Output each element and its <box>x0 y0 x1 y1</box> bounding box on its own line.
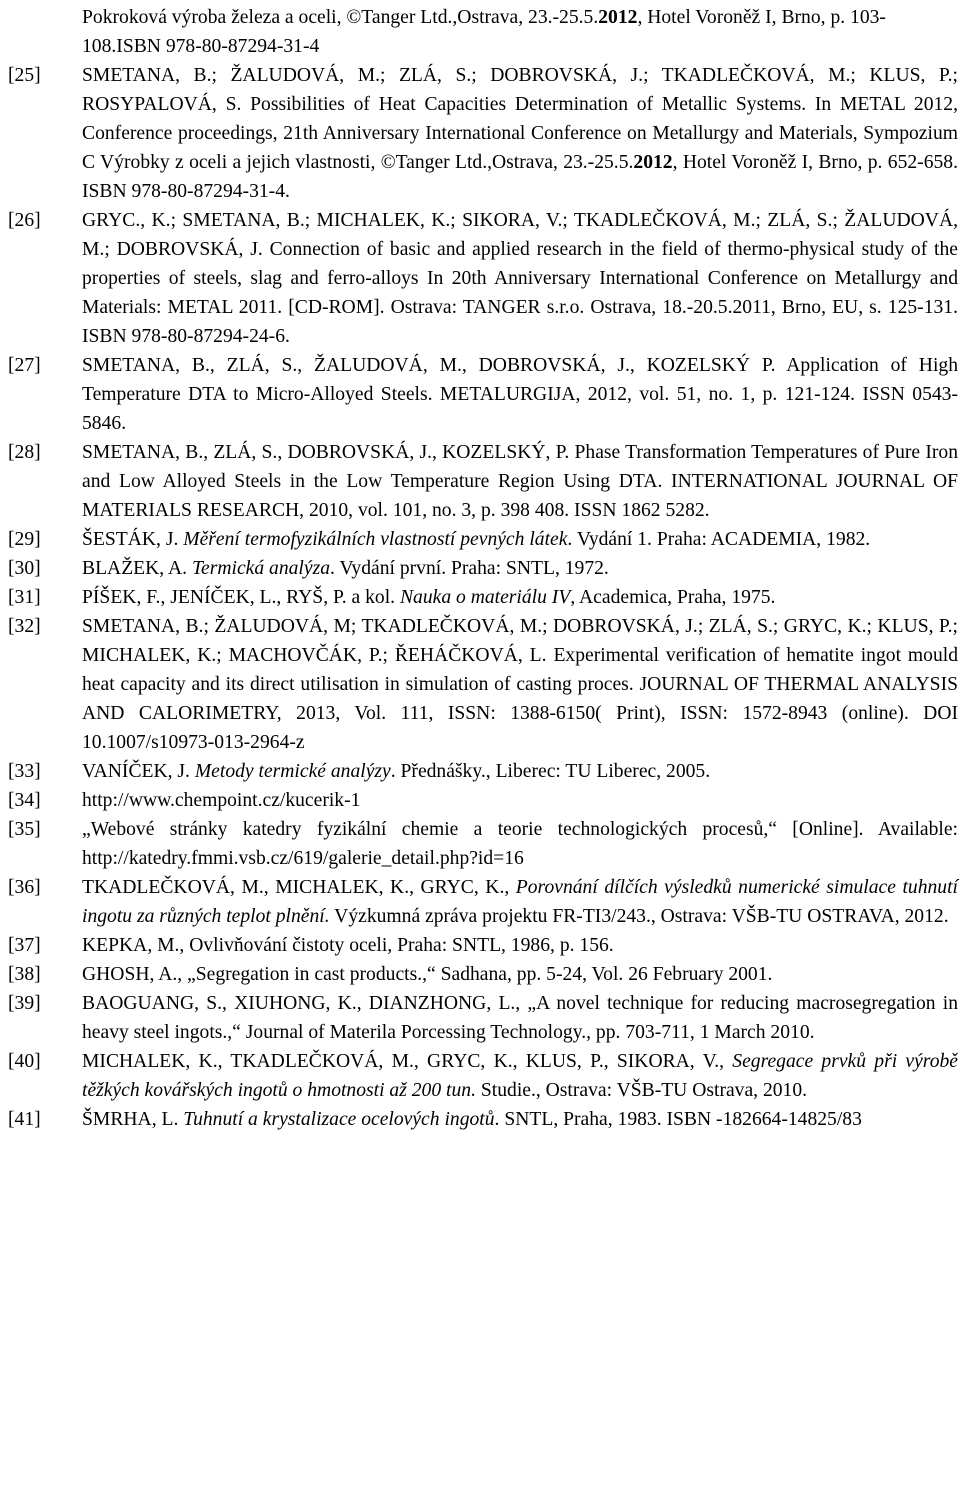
reference-text <box>82 931 958 960</box>
reference-number: [33] <box>8 761 41 782</box>
reference-text-segment: , Academica, Praha, 1975. <box>570 587 776 608</box>
reference-text-segment: 2012 <box>633 152 673 173</box>
reference-entry <box>8 525 958 554</box>
reference-entry <box>8 786 958 815</box>
reference-text <box>82 554 958 583</box>
reference-entry <box>8 873 958 931</box>
reference-number: [30] <box>8 558 41 579</box>
reference-text-segment: SMETANA, B.; ŽALUDOVÁ, M.; ZLÁ, S.; DOBROVSKÁ, J.; TKADLEČKOVÁ, M.; KLUS, P.; ROSYPALOVÁ, S. Possibilities of Heat Capacities Determination of Metallic Systems. In METAL 2012, Conference proceedings, 21th Anniversary International Conference on Metallurgy and Materials, Sympozium C Výrobky z oceli a jejich vlastnosti, ©Tanger Ltd.,Ostrava, 23.-25.5. <box>82 65 958 173</box>
reference-text <box>82 815 958 873</box>
reference-text <box>82 873 958 931</box>
reference-text-segment: , Hotel Voroněž I, Brno, p. 103-108.ISBN 978-80-87294-31-4 <box>82 7 886 57</box>
reference-text-segment: KEPKA, M., Ovlivňování čistoty oceli, Praha: SNTL, 1986, p. 156. <box>82 935 614 956</box>
reference-entry <box>8 815 958 873</box>
reference-number: [32] <box>8 616 41 637</box>
reference-text-segment: Studie., Ostrava: VŠB-TU Ostrava, 2010. <box>475 1080 808 1101</box>
reference-entry <box>8 960 958 989</box>
reference-entry <box>8 61 958 206</box>
reference-number: [28] <box>8 442 41 463</box>
reference-number: [29] <box>8 529 41 550</box>
reference-entry <box>8 3 958 61</box>
reference-title-italic: Segregace prvků při výrobě těžkých kovářských ingotů o hmotnosti až 200 tun. <box>82 1051 958 1101</box>
reference-title-italic: Nauka o materiálu IV <box>399 587 571 608</box>
reference-text-segment: GRYC., K.; SMETANA, B.; MICHALEK, K.; SIKORA, V.; TKADLEČKOVÁ, M.; ZLÁ, S.; ŽALUDOVÁ, M.; DOBROVSKÁ, J. Connection of basic and applied research in the field of thermo-physical study of the properties of steels, slag and ferro-alloys In 20th Anniversary International Conference on Metallurgy and Materials: METAL 2011. [CD-ROM]. Ostrava: TANGER s.r.o. Ostrava, 18.-20.5.2011, Brno, EU, s. 125-131. ISBN 978-80-87294-24-6. <box>82 210 958 347</box>
reference-text-segment: BAOGUANG, S., XIUHONG, K., DIANZHONG, L., „A novel technique for reducing macrosegregation in heavy steel ingots.,“ Journal of Materila Porcessing Technology., pp. 703-711, 1 March 2010. <box>82 993 958 1043</box>
reference-text-segment: . Přednášky., Liberec: TU Liberec, 2005. <box>390 761 711 782</box>
reference-entry <box>8 931 958 960</box>
reference-text-segment: 2012 <box>598 7 638 28</box>
reference-entry <box>8 1105 958 1134</box>
reference-number: [27] <box>8 355 41 376</box>
reference-text <box>82 612 958 757</box>
reference-number: [41] <box>8 1109 41 1130</box>
reference-number: [26] <box>8 210 41 231</box>
reference-entry <box>8 351 958 438</box>
reference-entry <box>8 989 958 1047</box>
reference-text <box>82 206 958 351</box>
reference-list <box>8 3 958 1134</box>
reference-entry <box>8 757 958 786</box>
reference-text <box>82 61 958 206</box>
reference-text-segment: PÍŠEK, F., JENÍČEK, L., RYŠ, P. a kol. <box>82 587 400 608</box>
reference-text <box>82 525 958 554</box>
reference-text-segment: SMETANA, B., ZLÁ, S., ŽALUDOVÁ, M., DOBROVSKÁ, J., KOZELSKÝ P. Application of High Temperature DTA to Micro-Alloyed Steels. METALURGIJA, 2012, vol. 51, no. 1, p. 121-124. ISSN 0543-5846. <box>82 355 958 434</box>
reference-entry <box>8 1047 958 1105</box>
reference-number: [35] <box>8 819 41 840</box>
reference-text-segment: Výzkumná zpráva projektu FR-TI3/243., Ostrava: VŠB-TU OSTRAVA, 2012. <box>329 906 949 927</box>
reference-number: [36] <box>8 877 41 898</box>
reference-number: [40] <box>8 1051 41 1072</box>
reference-text <box>82 351 958 438</box>
reference-text-segment: . SNTL, Praha, 1983. ISBN -182664-14825/83 <box>494 1109 862 1130</box>
reference-text <box>82 989 958 1047</box>
reference-text-segment: , Hotel Voroněž I, Brno, p. 652-658. ISBN 978-80-87294-31-4. <box>82 152 958 202</box>
reference-number: [37] <box>8 935 41 956</box>
reference-number: [34] <box>8 790 41 811</box>
reference-text-segment: . Vydání první. Praha: SNTL, 1972. <box>330 558 609 579</box>
reference-text-segment: http://www.chempoint.cz/kucerik-1 <box>82 790 361 811</box>
reference-text-segment: ŠMRHA, L. <box>82 1109 184 1130</box>
reference-text-segment: VANÍČEK, J. <box>82 761 195 782</box>
reference-text <box>82 3 958 61</box>
reference-text-segment: „Webové stránky katedry fyzikální chemie a teorie technologických procesů,“ [Online]. Available: http://katedry.fmmi.vsb.cz/619/galerie_detail.php?id=16 <box>82 819 958 869</box>
reference-text <box>82 583 958 612</box>
reference-number: [38] <box>8 964 41 985</box>
reference-text-segment: TKADLEČKOVÁ, M., MICHALEK, K., GRYC, K., <box>82 877 516 898</box>
reference-text-segment: Pokroková výroba železa a oceli, ©Tanger Ltd.,Ostrava, 23.-25.5. <box>82 7 599 28</box>
reference-text <box>82 1105 958 1134</box>
reference-number: [31] <box>8 587 41 608</box>
reference-entry <box>8 554 958 583</box>
reference-text-segment: MICHALEK, K., TKADLEČKOVÁ, M., GRYC, K., KLUS, P., SIKORA, V., <box>82 1051 733 1072</box>
reference-text <box>82 1047 958 1105</box>
reference-text-segment: BLAŽEK, A. <box>82 558 192 579</box>
reference-entry <box>8 583 958 612</box>
reference-title-italic: Měření termofyzikálních vlastností pevných látek <box>183 529 568 550</box>
reference-text-segment: SMETANA, B.; ŽALUDOVÁ, M; TKADLEČKOVÁ, M.; DOBROVSKÁ, J.; ZLÁ, S.; GRYC, K.; KLUS, P.; MICHALEK, K.; MACHOVČÁK, P.; ŘEHÁČKOVÁ, L. Experimental verification of hematite ingot mould heat capacity and its direct utilisation in simulation of casting proces. JOURNAL OF THERMAL ANALYSIS AND CALORIMETRY, 2013, Vol. 111, ISSN: 1388-6150( Print), ISSN: 1572-8943 (online). DOI 10.1007/s10973-013-2964-z <box>82 616 958 753</box>
reference-text-segment: SMETANA, B., ZLÁ, S., DOBROVSKÁ, J., KOZELSKÝ, P. Phase Transformation Temperatures of Pure Iron and Low Alloyed Steels in the Low Temperature Region Using DTA. INTERNATIONAL JOURNAL OF MATERIALS RESEARCH, 2010, vol. 101, no. 3, p. 398 408. ISSN 1862 5282. <box>82 442 958 521</box>
reference-text-segment: GHOSH, A., „Segregation in cast products.,“ Sadhana, pp. 5-24, Vol. 26 February 2001. <box>82 964 773 985</box>
reference-title-italic: Porovnání dílčích výsledků numerické simulace tuhnutí ingotu za různých teplot plnění. <box>82 877 958 927</box>
reference-text <box>82 786 958 815</box>
reference-entry <box>8 438 958 525</box>
reference-entry <box>8 612 958 757</box>
reference-text-segment: ŠESTÁK, J. <box>82 529 184 550</box>
reference-title-italic: Tuhnutí a krystalizace ocelových ingotů <box>183 1109 495 1130</box>
reference-text <box>82 438 958 525</box>
reference-number: [25] <box>8 65 41 86</box>
reference-entry <box>8 206 958 351</box>
reference-title-italic: Termická analýza <box>191 558 330 579</box>
reference-title-italic: Metody termické analýzy <box>194 761 391 782</box>
reference-text <box>82 960 958 989</box>
reference-text-segment: . Vydání 1. Praha: ACADEMIA, 1982. <box>567 529 871 550</box>
reference-number: [39] <box>8 993 41 1014</box>
reference-text <box>82 757 958 786</box>
